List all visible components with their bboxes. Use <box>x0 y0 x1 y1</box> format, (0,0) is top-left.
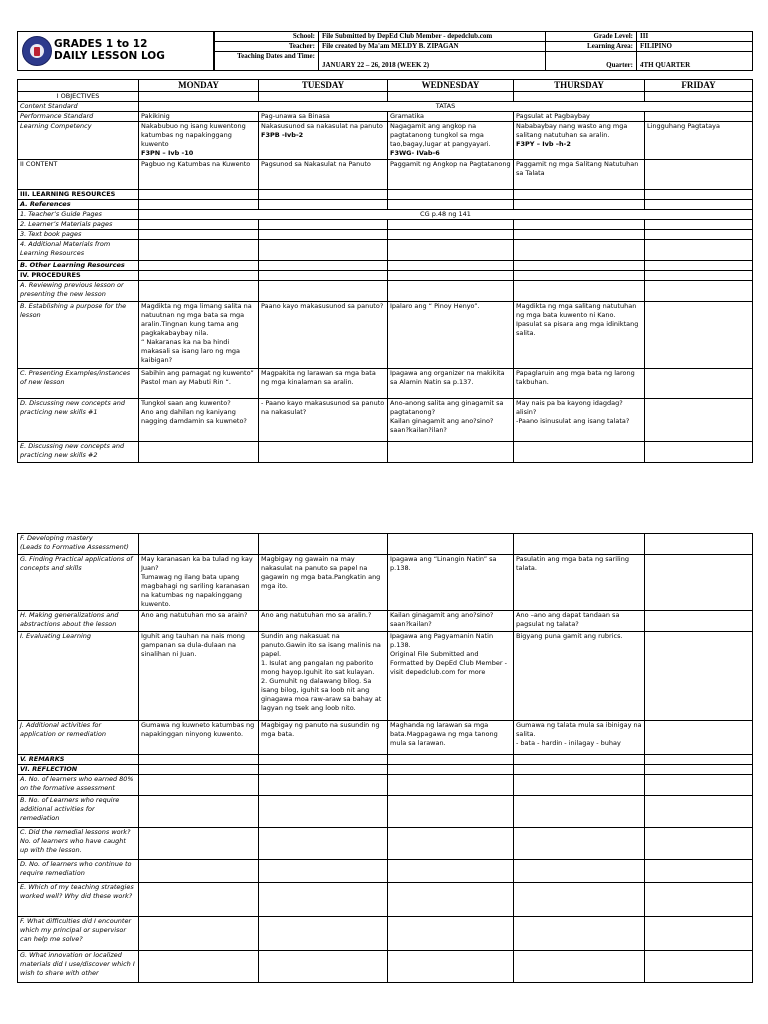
table-cell: Paano kayo makasusunod sa panuto? <box>259 302 388 369</box>
row-label: II CONTENT <box>18 160 139 190</box>
grade-value: III <box>637 32 753 42</box>
table-cell <box>139 200 259 210</box>
table-cell <box>139 92 259 102</box>
table-cell <box>645 860 753 883</box>
table-cell <box>514 883 645 917</box>
table-cell <box>139 883 259 917</box>
table-cell <box>388 796 514 828</box>
dates-label: Teaching Dates and Time: <box>215 52 319 71</box>
row-label: D. No. of learners who continue to require remediation <box>18 860 139 883</box>
row-label: F. What difficulties did I encounter which my principal or supervisor can help me solve? <box>18 917 139 951</box>
lesson-table-page2 <box>17 533 753 983</box>
day-friday: FRIDAY <box>645 80 753 92</box>
table-cell <box>645 271 753 281</box>
table-cell <box>645 534 753 555</box>
table-cell <box>645 369 753 399</box>
table-cell <box>645 240 753 261</box>
table-cell: Nakasusunod sa nakasulat na panuto F3PB -Ivb-2 <box>259 122 388 160</box>
table-cell <box>259 271 388 281</box>
area-value: FILIPINO <box>637 42 753 52</box>
table-cell <box>388 755 514 765</box>
table-cell <box>139 230 259 240</box>
lesson-table-page1 <box>17 79 753 463</box>
table-cell: Magbigay ng panuto na susundin ng mga bata. <box>259 721 388 755</box>
row-label: B. Other Learning Resources <box>18 261 139 271</box>
table-cell: Magpakita ng larawan sa mga bata ng mga kinalaman sa aralin. <box>259 369 388 399</box>
row-label: IV. PROCEDURES <box>18 271 139 281</box>
row-label: 3. Text book pages <box>18 230 139 240</box>
table-cell <box>514 860 645 883</box>
table-cell <box>139 220 259 230</box>
table-cell <box>514 92 645 102</box>
table-cell <box>139 534 259 555</box>
row-label: G. Finding Practical applications of concepts and skills <box>18 555 139 611</box>
school-label: School: <box>215 32 319 42</box>
table-cell: Nababaybay nang wasto ang mga salitang natutuhan sa aralin. F3PY – Ivb –h-2 <box>514 122 645 160</box>
table-cell: May karanasan ka ba tulad ng kay Juan? Tumawag ng ilang bata upang magbahagi ng sariling karanasan na katumbas ng napakinggang kuwento. <box>139 555 259 611</box>
table-row <box>18 92 753 102</box>
row-label: E. Discussing new concepts and practicing new skills #2 <box>18 442 139 463</box>
table-cell <box>259 755 388 765</box>
table-row <box>18 220 753 230</box>
table-cell <box>514 775 645 796</box>
table-cell <box>259 92 388 102</box>
table-row <box>18 281 753 302</box>
row-label: A. References <box>18 200 139 210</box>
table-cell <box>514 271 645 281</box>
table-cell <box>514 534 645 555</box>
table-cell: Pagsunod sa Nakasulat na Panuto <box>259 160 388 190</box>
table-row <box>18 755 753 765</box>
table-row <box>18 399 753 442</box>
table-row <box>18 369 753 399</box>
school-value: File Submitted by DepEd Club Member - depedclub.com <box>319 32 546 42</box>
table-cell: Ipagawa ang organizer na makikita sa Alamin Natin sa p.137. <box>388 369 514 399</box>
row-label: III. LEARNING RESOURCES <box>18 190 139 200</box>
table-cell <box>645 442 753 463</box>
table-cell <box>645 230 753 240</box>
table-cell <box>139 796 259 828</box>
table-cell <box>645 399 753 442</box>
table-row <box>18 210 753 220</box>
table-cell <box>645 611 753 632</box>
table-cell <box>259 281 388 302</box>
table-cell <box>139 917 259 951</box>
table-cell: Magbigay ng gawain na may nakasulat na panuto sa papel na gagawin ng mga bata.Pangkatin ang mga ito. <box>259 555 388 611</box>
table-cell <box>645 200 753 210</box>
table-cell <box>514 917 645 951</box>
header-logo-title <box>17 31 214 71</box>
table-cell <box>259 951 388 983</box>
row-label: B. No. of Learners who require additional activities for remediation <box>18 796 139 828</box>
title-line2: DAILY LESSON LOG <box>54 50 165 62</box>
quarter-label: Quarter: <box>546 52 637 71</box>
table-cell: Paggamit ng mga Salitang Natutuhan sa Talata <box>514 160 645 190</box>
table-cell <box>139 240 259 261</box>
table-cell: May nais pa ba kayong idagdag? alisin? -Paano isinusulat ang isang talata? <box>514 399 645 442</box>
table-cell <box>645 302 753 369</box>
quarter-value: 4TH QUARTER <box>637 52 753 71</box>
table-cell: Ano ang natutuhan mo sa arain? <box>139 611 259 632</box>
table-cell <box>645 555 753 611</box>
row-label: C. Did the remedial lessons work? No. of learners who have caught up with the lesson. <box>18 828 139 860</box>
table-cell: Ipagawa ang “Linangin Natin” sa p.138. <box>388 555 514 611</box>
table-cell: Sundin ang nakasuat na panuto.Gawin ito sa isang malinis na papel. 1. Isulat ang pangalan ng paborito mong hayop.Iguhit ito sat kulayan. 2. Gumuhit ng dalawang bilog. Sa isang bilog, iguhit sa loob nit ang ginagawa moa raw-araw sa bahay at lagyan ng tsek ang loob nito. <box>259 632 388 721</box>
table-cell: Ano ang natutuhan mo sa aralin.? <box>259 611 388 632</box>
table-cell <box>645 721 753 755</box>
table-cell <box>645 220 753 230</box>
row-label: E. Which of my teaching strategies worked well? Why did these work? <box>18 883 139 917</box>
table-cell <box>259 765 388 775</box>
table-cell: Nakabubuo ng isang kuwentong katumbas ng napakinggang kuwento F3PN – Ivb -10 <box>139 122 259 160</box>
day-thursday: THURSDAY <box>514 80 645 92</box>
table-cell <box>645 828 753 860</box>
table-row <box>18 534 753 555</box>
table-cell <box>514 828 645 860</box>
table-cell <box>139 261 259 271</box>
table-cell <box>139 755 259 765</box>
table-cell: Ano-anong salita ang ginagamit sa pagtatanong? Kailan ginagamit ang ano?sino?saan?kailan?ilan? <box>388 399 514 442</box>
table-cell <box>259 860 388 883</box>
day-header-blank <box>18 80 139 92</box>
table-cell <box>645 951 753 983</box>
table-cell <box>514 200 645 210</box>
row-label: A. No. of learners who earned 80% on the formative assessment <box>18 775 139 796</box>
table-cell <box>645 190 753 200</box>
table-cell <box>514 755 645 765</box>
row-label: 2. Learner’s Materials pages <box>18 220 139 230</box>
row-label: G. What innovation or localized materials did I use/discover which I wish to share with other <box>18 951 139 983</box>
table-cell <box>139 951 259 983</box>
table-cell: Pagbuo ng Katumbas na Kuwento <box>139 160 259 190</box>
table-row <box>18 765 753 775</box>
table-cell <box>388 442 514 463</box>
table-cell <box>388 230 514 240</box>
table-cell <box>645 883 753 917</box>
table-cell <box>259 261 388 271</box>
table-cell <box>645 112 753 122</box>
table-cell <box>388 190 514 200</box>
table-cell <box>388 200 514 210</box>
table-cell <box>645 796 753 828</box>
table-cell: Paggamit ng Angkop na Pagtatanong <box>388 160 514 190</box>
table-cell <box>388 828 514 860</box>
table-cell <box>259 240 388 261</box>
table-row <box>18 721 753 755</box>
title-line1: GRADES 1 to 12 <box>54 38 148 50</box>
row-label: H. Making generalizations and abstractions about the lesson <box>18 611 139 632</box>
row-label: Performance Standard <box>18 112 139 122</box>
table-cell <box>388 240 514 261</box>
table-row <box>18 240 753 261</box>
table-cell: Pagsulat at Pagbaybay <box>514 112 645 122</box>
table-cell <box>388 765 514 775</box>
deped-seal-icon <box>22 36 52 66</box>
spanning-cell: TATAS <box>139 102 753 112</box>
grade-label: Grade Level: <box>546 32 637 42</box>
row-label: V. REMARKS <box>18 755 139 765</box>
table-row <box>18 828 753 860</box>
table-cell <box>388 534 514 555</box>
table-cell <box>514 261 645 271</box>
table-cell <box>139 281 259 302</box>
table-cell: Bigyang puna gamit ang rubrics. <box>514 632 645 721</box>
table-row <box>18 775 753 796</box>
table-cell <box>645 917 753 951</box>
table-row <box>18 200 753 210</box>
header-info-table <box>214 31 753 71</box>
table-cell <box>388 883 514 917</box>
table-cell <box>388 775 514 796</box>
table-cell <box>514 765 645 775</box>
table-row <box>18 796 753 828</box>
table-row <box>18 122 753 160</box>
table-cell: Lingguhang Pagtataya <box>645 122 753 160</box>
table-cell <box>645 261 753 271</box>
table-cell <box>259 220 388 230</box>
table-cell: Iguhit ang tauhan na nais mong gampanan sa dula-dulaan na sinalihan ni Juan. <box>139 632 259 721</box>
table-cell <box>388 281 514 302</box>
table-cell: Nagagamit ang angkop na pagtatanong tungkol sa mga tao,bagay,lugar at pangyayari. F3WG- IVab-6 <box>388 122 514 160</box>
table-row <box>18 102 753 112</box>
table-row <box>18 632 753 721</box>
table-cell <box>259 917 388 951</box>
row-label: A. Reviewing previous lesson or presenting the new lesson <box>18 281 139 302</box>
row-label: Content Standard <box>18 102 139 112</box>
table-cell: Gumawa ng kuwneto katumbas ng napakinggan ninyong kuwento. <box>139 721 259 755</box>
table-cell <box>139 828 259 860</box>
teacher-label: Teacher: <box>215 42 319 52</box>
table-cell: Sabihin ang pamagat ng kuwento” Pastol man ay Mabuti Rin “. <box>139 369 259 399</box>
table-cell: Tungkol saan ang kuwento? Ano ang dahilan ng kaniyang nagging damdamin sa kuwneto? <box>139 399 259 442</box>
table-cell <box>259 190 388 200</box>
table-cell: Ano –ano ang dapat tandaan sa pagsulat ng talata? <box>514 611 645 632</box>
row-label: B. Establishing a purpose for the lesson <box>18 302 139 369</box>
row-label: I. Evaluating Learning <box>18 632 139 721</box>
row-label: J. Additional activities for application or remediation <box>18 721 139 755</box>
table-cell <box>139 271 259 281</box>
table-cell <box>514 230 645 240</box>
table-cell: Pag-unawa sa Binasa <box>259 112 388 122</box>
table-cell <box>514 796 645 828</box>
table-cell: Ipalaro ang “ Pinoy Henyo”. <box>388 302 514 369</box>
table-cell: Papaglaruin ang mga bata ng larong takbuhan. <box>514 369 645 399</box>
table-row <box>18 230 753 240</box>
table-cell <box>388 220 514 230</box>
row-label: 1. Teacher’s Guide Pages <box>18 210 139 220</box>
day-monday: MONDAY <box>139 80 259 92</box>
row-label: F. Developing mastery (Leads to Formative Assessment) <box>18 534 139 555</box>
table-row <box>18 951 753 983</box>
table-cell <box>139 860 259 883</box>
table-cell <box>259 828 388 860</box>
table-cell <box>259 775 388 796</box>
table-cell: Magdikta ng mga salitang natutuhan ng mga bata kuwento ni Kano. Ipasulat sa pisara ang mga idiniktang salita. <box>514 302 645 369</box>
table-cell <box>645 281 753 302</box>
table-cell <box>645 160 753 190</box>
table-cell <box>645 632 753 721</box>
day-wednesday: WEDNESDAY <box>388 80 514 92</box>
table-row <box>18 883 753 917</box>
table-cell <box>259 883 388 917</box>
row-label: I OBJECTIVES <box>18 92 139 102</box>
table-row <box>18 190 753 200</box>
table-cell <box>139 765 259 775</box>
table-cell <box>388 92 514 102</box>
table-row <box>18 555 753 611</box>
table-cell <box>645 775 753 796</box>
table-cell: Pasulatin ang mga bata ng sariling talata. <box>514 555 645 611</box>
table-cell <box>259 442 388 463</box>
table-cell <box>645 92 753 102</box>
table-row <box>18 160 753 190</box>
table-cell <box>514 190 645 200</box>
table-cell: Gumawa ng talata mula sa ibinigay na salita. - bata - hardin - inilagay - buhay <box>514 721 645 755</box>
table-cell: Kailan ginagamit ang ano?sino?saan?kailan? <box>388 611 514 632</box>
table-row <box>18 112 753 122</box>
table-row <box>18 442 753 463</box>
table-cell: - Paano kayo makasusunod sa panuto na nakasulat? <box>259 399 388 442</box>
table-cell <box>388 860 514 883</box>
teacher-value: File created by Ma'am MELDY B. ZIPAGAN <box>319 42 546 52</box>
table-cell <box>388 261 514 271</box>
row-label: Learning Competency <box>18 122 139 160</box>
table-cell <box>514 240 645 261</box>
table-cell <box>388 917 514 951</box>
table-cell <box>259 230 388 240</box>
table-cell: Ipagawa ang Pagyamanin Natin p.138. Original File Submitted and Formatted by DepEd Club Member - visit depedclub.com for more <box>388 632 514 721</box>
table-cell: Maghanda ng larawan sa mga bata.Magpagawa ng mga tanong mula sa larawan. <box>388 721 514 755</box>
table-cell <box>259 534 388 555</box>
table-cell <box>388 271 514 281</box>
table-row <box>18 261 753 271</box>
row-label: C. Presenting Examples/instances of new lesson <box>18 369 139 399</box>
table-cell: Magdikta ng mga limang salita na natuutnan ng mga bata sa mga aralin.Tingnan kung tama ang pagkakabaybay nila. “ Nakaranas ka na ba hindi makasali sa isang laro ng mga kaibigan? <box>139 302 259 369</box>
table-cell <box>514 951 645 983</box>
table-cell <box>645 755 753 765</box>
table-cell <box>259 200 388 210</box>
table-cell <box>514 281 645 302</box>
table-cell <box>388 951 514 983</box>
table-cell <box>514 220 645 230</box>
area-label: Learning Area: <box>546 42 637 52</box>
table-row <box>18 917 753 951</box>
row-label: D. Discussing new concepts and practicing new skills #1 <box>18 399 139 442</box>
spanning-cell: CG p.48 ng 141 <box>139 210 753 220</box>
table-cell <box>139 775 259 796</box>
table-row <box>18 271 753 281</box>
table-row <box>18 860 753 883</box>
table-cell <box>139 442 259 463</box>
dates-value: JANUARY 22 – 26, 2018 (WEEK 2) <box>319 52 546 71</box>
table-cell: Pakikinig <box>139 112 259 122</box>
day-header-row <box>18 80 753 92</box>
table-cell <box>259 796 388 828</box>
table-row <box>18 611 753 632</box>
table-cell <box>514 442 645 463</box>
table-row <box>18 302 753 369</box>
table-cell <box>645 765 753 775</box>
row-label: VI. REFLECTION <box>18 765 139 775</box>
table-cell <box>139 190 259 200</box>
day-tuesday: TUESDAY <box>259 80 388 92</box>
table-cell: Gramatika <box>388 112 514 122</box>
row-label: 4. Additional Materials from Learning Resources <box>18 240 139 261</box>
